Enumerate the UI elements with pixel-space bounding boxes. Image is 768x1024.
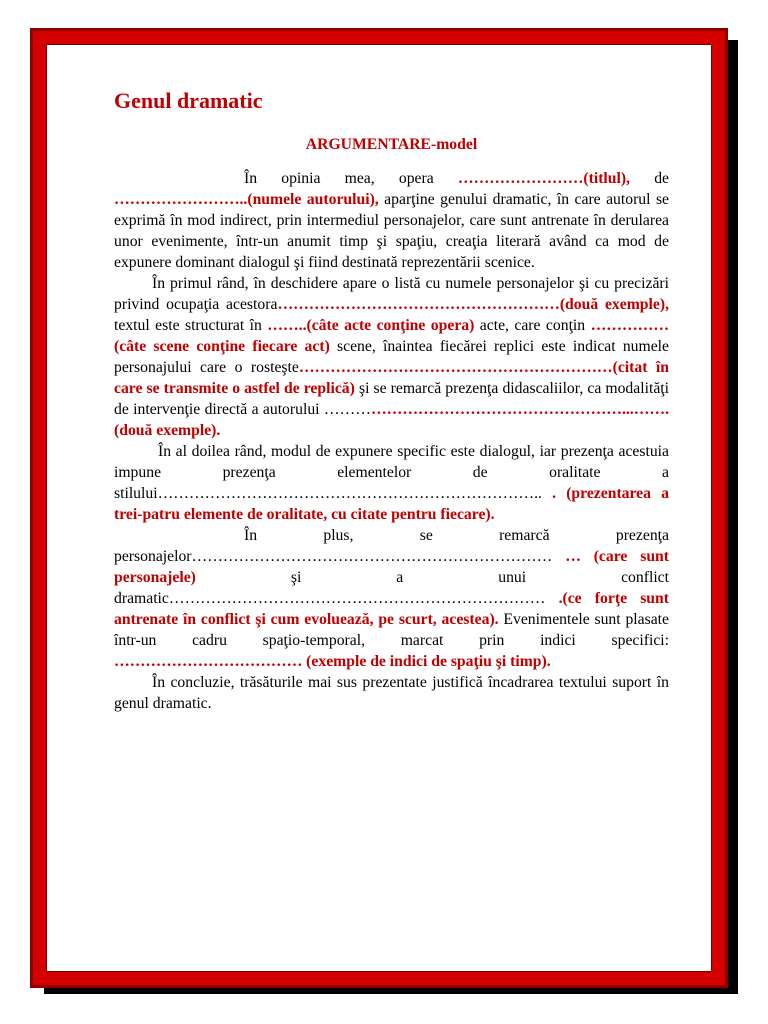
text: În al doilea rând, modul de expunere specific este dialogul, iar prezenţa acestuia impune prezenţa elementelor de oralitate a stilului……………………………………………………………….. bbox=[114, 443, 669, 502]
placeholder-characters: … (care sunt personajele) bbox=[114, 548, 669, 586]
text: şi se remarcă prezenţa didascaliilor, ca modalităţi de intervenţie directă a autorului ……… bbox=[114, 380, 669, 418]
text: În primul rând, în deschidere apare o listă cu numele personajelor şi cu precizări privind ocupaţia acestora bbox=[114, 275, 669, 313]
text: În opinia mea, opera bbox=[244, 170, 458, 187]
placeholder-stage-directions: …………………………………………...…….(două exemple). bbox=[114, 401, 669, 439]
text: şi a unui conflict dramatic……………………………………………………………… bbox=[114, 569, 669, 607]
text: Evenimentele sunt plasate într-un cadru spaţio-temporal, marcat prin indici specifici: bbox=[114, 611, 669, 649]
placeholder-scenes: ……………(câte scene conţine fiecare act) bbox=[114, 317, 669, 355]
text: scene, înaintea fiecărei replici este indicat numele personajului care o rosteşte bbox=[114, 338, 669, 376]
paragraph-first-argument bbox=[114, 273, 669, 441]
placeholder-orality-elements: . (prezentarea a trei-patru elemente de oralitate, cu citate pentru fiecare). bbox=[114, 485, 670, 523]
document-subtitle: ARGUMENTARE-model bbox=[305, 136, 478, 153]
text: de bbox=[630, 170, 670, 187]
paragraph-conclusion bbox=[114, 672, 669, 714]
document-title: Genul dramatic bbox=[114, 88, 263, 113]
document-content bbox=[114, 87, 669, 714]
placeholder-acts: ……..(câte acte conţine opera) bbox=[267, 317, 475, 334]
text: În plus, se remarcă prezenţa personajelor…………………………………………………………… bbox=[114, 527, 669, 565]
placeholder-conflict: .(ce forţe sunt antrenate în conflict şi cum evoluează, pe scurt, acestea). bbox=[114, 590, 669, 628]
placeholder-replica-quote: ……………………………………………………(citat în care se transmite o astfel de replică) bbox=[114, 359, 669, 397]
text: acte, care conţin bbox=[474, 317, 591, 334]
placeholder-title: ……………………(titlul), bbox=[457, 170, 631, 187]
paragraph-third-argument bbox=[114, 525, 669, 672]
paragraph-second-argument bbox=[114, 441, 669, 525]
text: În concluzie, trăsăturile mai sus prezentate justifică încadrarea textului suport în genul dramatic. bbox=[114, 674, 669, 712]
placeholder-characters-examples: ………………………………………………(două exemple), bbox=[277, 296, 669, 313]
paragraph-intro bbox=[114, 168, 669, 273]
text: aparţine genului dramatic, în care autorul se exprimă în mod indirect, prin intermediul personajelor, care sunt antrenate în derularea unor evenimente, într-un anumit timp şi spaţiu, creaţia literară având ca mod de expunere dominant dialogul şi fiind destinată reprezentării scenice. bbox=[114, 191, 670, 271]
placeholder-time-space-indices: ……………………………… (exemple de indici de spaţiu şi timp). bbox=[114, 653, 551, 670]
placeholder-author: ……………………..(numele autorului), bbox=[114, 191, 379, 208]
text: textul este structurat în bbox=[114, 317, 268, 334]
